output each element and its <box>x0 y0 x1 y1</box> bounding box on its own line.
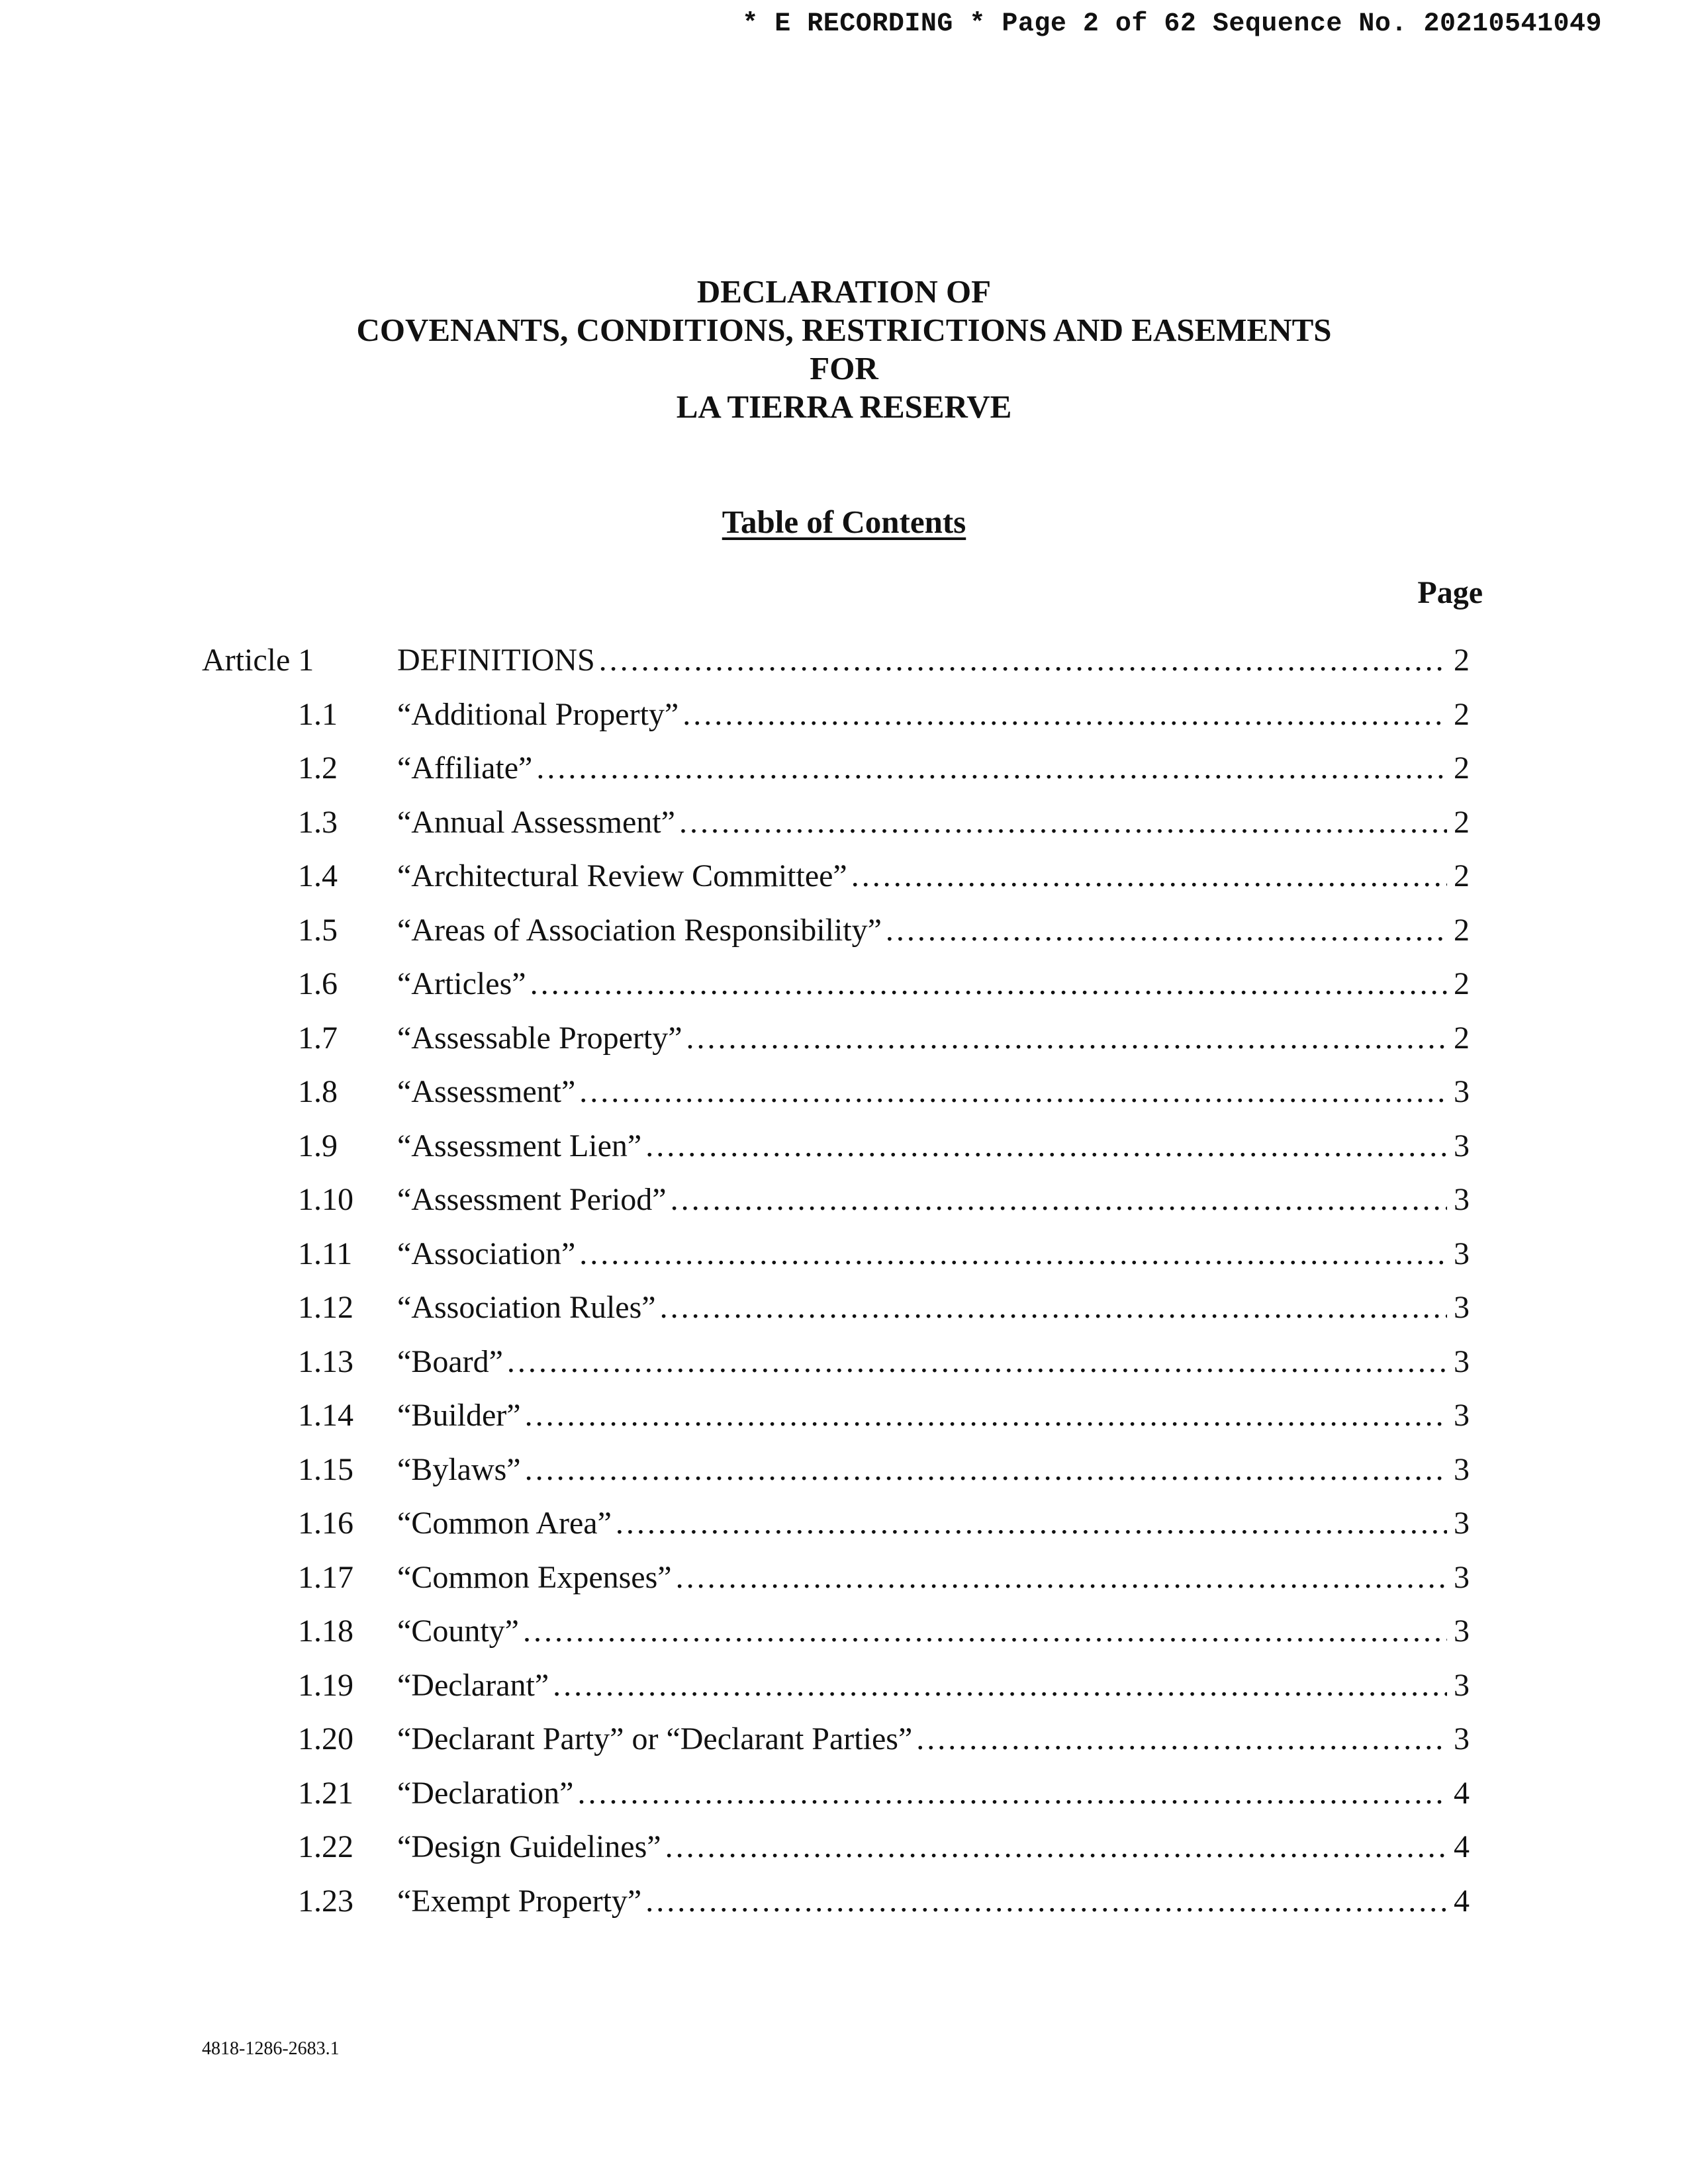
toc-row <box>0 964 1688 1004</box>
toc-row <box>0 1612 1688 1651</box>
toc-entry-page: 4 <box>1454 1775 1470 1811</box>
toc-entry-page: 2 <box>1454 804 1470 840</box>
toc-entry-title: “County” <box>397 1614 519 1649</box>
toc-entry-number: 1.1 <box>298 696 338 732</box>
toc-row <box>0 1882 1688 1921</box>
toc-entry-title: “Additional Property” <box>397 696 679 732</box>
toc-entry-title: DEFINITIONS <box>397 643 595 678</box>
dot-leader <box>645 1126 1447 1166</box>
toc-entry <box>397 1234 1470 1274</box>
toc-entry-title: “Association” <box>397 1236 576 1271</box>
toc-entry-title: “Declarant Party” or “Declarant Parties” <box>397 1721 913 1756</box>
dot-leader <box>660 1288 1447 1328</box>
toc-row <box>0 803 1688 842</box>
toc-entry-page: 2 <box>1454 858 1470 893</box>
dot-leader <box>523 1612 1447 1651</box>
title-line: LA TIERRA RESERVE <box>676 388 1012 425</box>
dot-leader <box>579 1234 1447 1274</box>
toc-entry-page: 3 <box>1454 1074 1470 1109</box>
toc-entry-number: 1.2 <box>298 751 338 786</box>
toc-entry-title: “Common Area” <box>397 1506 612 1541</box>
toc-entry-page: 3 <box>1454 1614 1470 1649</box>
dot-leader <box>686 1019 1447 1058</box>
toc-row <box>0 1288 1688 1328</box>
toc-entry <box>397 856 1470 896</box>
toc-entry-number: 1.14 <box>298 1398 353 1433</box>
toc-row <box>0 1450 1688 1490</box>
toc-entry-number: 1.16 <box>298 1506 353 1541</box>
toc-entry <box>397 1396 1470 1435</box>
toc-entry-title: “Annual Assessment” <box>397 804 675 840</box>
toc-entry-title: “Design Guidelines” <box>397 1829 661 1864</box>
toc-entry-number: 1.5 <box>298 912 338 948</box>
toc-entry-title: “Common Expenses” <box>397 1559 672 1595</box>
toc-entry-number: 1.11 <box>298 1236 353 1271</box>
toc-entry <box>397 1180 1470 1220</box>
toc-entry-number: 1.6 <box>298 966 338 1001</box>
dot-leader <box>579 1072 1447 1112</box>
document-title <box>0 273 1688 426</box>
toc-entry-title: “Assessment Lien” <box>397 1128 642 1163</box>
toc-entry-number: 1.19 <box>298 1667 353 1703</box>
toc-entry <box>397 964 1470 1004</box>
dot-leader <box>916 1719 1447 1759</box>
toc-heading: Table of Contents <box>722 504 966 540</box>
toc-entry-number: Article 1 <box>202 643 314 678</box>
toc-row <box>0 1666 1688 1706</box>
toc-entry-number: 1.23 <box>298 1883 353 1919</box>
toc-entry-page: 4 <box>1454 1829 1470 1864</box>
toc-entry-page: 2 <box>1454 643 1470 678</box>
toc-entry-page: 3 <box>1454 1398 1470 1433</box>
toc-entry-page: 3 <box>1454 1182 1470 1217</box>
toc-entry-title: “Board” <box>397 1343 503 1379</box>
toc-entry-page: 2 <box>1454 751 1470 786</box>
dot-leader <box>679 803 1447 842</box>
toc-entry <box>397 1827 1470 1867</box>
toc-entry <box>397 1719 1470 1759</box>
toc-row <box>0 1827 1688 1867</box>
dot-leader <box>851 856 1447 896</box>
dot-leader <box>682 695 1447 735</box>
toc-entry-title: “Assessable Property” <box>397 1020 682 1056</box>
toc-row <box>0 1504 1688 1543</box>
toc-entry-title: “Assessment” <box>397 1074 576 1109</box>
toc-entry-page: 3 <box>1454 1290 1470 1325</box>
toc-entry <box>397 641 1470 680</box>
toc-entry-page: 3 <box>1454 1128 1470 1163</box>
toc-row <box>0 1719 1688 1759</box>
toc-entry-title: “Bylaws” <box>397 1451 521 1487</box>
toc-entry-number: 1.17 <box>298 1559 353 1595</box>
toc-row <box>0 1342 1688 1382</box>
toc-row <box>0 749 1688 788</box>
toc-row <box>0 1774 1688 1813</box>
toc-entry <box>397 1450 1470 1490</box>
toc-entry <box>397 749 1470 788</box>
toc-entry <box>397 1882 1470 1921</box>
toc-entry-page: 2 <box>1454 696 1470 732</box>
toc-entry-page: 3 <box>1454 1236 1470 1271</box>
toc-entry-number: 1.12 <box>298 1290 353 1325</box>
toc-entry <box>397 1072 1470 1112</box>
toc-row <box>0 1558 1688 1598</box>
footer-document-id: 4818-1286-2683.1 <box>202 2038 340 2059</box>
toc-entry-title: “Areas of Association Responsibility” <box>397 912 882 948</box>
dot-leader <box>676 1558 1447 1598</box>
dot-leader <box>530 964 1447 1004</box>
toc-row <box>0 1126 1688 1166</box>
toc-entry-title: “Declarant” <box>397 1667 549 1703</box>
dot-leader <box>599 641 1447 680</box>
toc-row <box>0 1396 1688 1435</box>
toc-entry <box>397 1019 1470 1058</box>
toc-entry-number: 1.18 <box>298 1614 353 1649</box>
toc-entry-number: 1.10 <box>298 1182 353 1217</box>
toc-entry-title: “Assessment Period” <box>397 1182 667 1217</box>
title-line: DECLARATION OF <box>696 273 992 310</box>
dot-leader <box>616 1504 1447 1543</box>
toc-entry-number: 1.15 <box>298 1451 353 1487</box>
toc-entry <box>397 1774 1470 1813</box>
toc-row <box>0 911 1688 950</box>
toc-entry-number: 1.7 <box>298 1020 338 1056</box>
toc-entry-number: 1.21 <box>298 1775 353 1811</box>
page-column-label: Page <box>1417 575 1483 610</box>
toc-entry-page: 3 <box>1454 1667 1470 1703</box>
toc-row <box>0 856 1688 896</box>
dot-leader <box>536 749 1447 788</box>
toc-entry-number: 1.20 <box>298 1721 353 1756</box>
toc-row <box>0 1019 1688 1058</box>
toc-entry <box>397 1612 1470 1651</box>
toc-entry-title: “Association Rules” <box>397 1290 656 1325</box>
toc-entry-page: 2 <box>1454 912 1470 948</box>
toc-entry-number: 1.4 <box>298 858 338 893</box>
toc-entry <box>397 911 1470 950</box>
dot-leader <box>645 1882 1447 1921</box>
toc-entry <box>397 695 1470 735</box>
toc-entry-page: 3 <box>1454 1559 1470 1595</box>
toc-entry-number: 1.13 <box>298 1343 353 1379</box>
dot-leader <box>553 1666 1447 1706</box>
toc-row <box>0 695 1688 735</box>
toc-entry <box>397 1558 1470 1598</box>
dot-leader <box>665 1827 1447 1867</box>
toc-entry-page: 2 <box>1454 966 1470 1001</box>
toc-row <box>0 1180 1688 1220</box>
dot-leader <box>525 1396 1447 1435</box>
toc-entry-page: 3 <box>1454 1721 1470 1756</box>
dot-leader <box>671 1180 1447 1220</box>
dot-leader <box>525 1450 1447 1490</box>
toc-entry-number: 1.3 <box>298 804 338 840</box>
dot-leader <box>577 1774 1447 1813</box>
dot-leader <box>886 911 1447 950</box>
toc-entry-title: “Declaration” <box>397 1775 574 1811</box>
toc-row <box>0 1234 1688 1274</box>
toc-entry <box>397 1288 1470 1328</box>
recording-header: * E RECORDING * Page 2 of 62 Sequence No. 20210541049 <box>742 9 1602 39</box>
toc-entry-title: “Articles” <box>397 966 526 1001</box>
toc-entry <box>397 1126 1470 1166</box>
toc-entry-title: “Architectural Review Committee” <box>397 858 847 893</box>
toc-entry-page: 3 <box>1454 1343 1470 1379</box>
toc-row <box>0 1072 1688 1112</box>
toc-entry-page: 4 <box>1454 1883 1470 1919</box>
toc-entry-title: “Builder” <box>397 1398 521 1433</box>
toc-entry-number: 1.22 <box>298 1829 353 1864</box>
toc-entry-title: “Exempt Property” <box>397 1883 642 1919</box>
toc-entry-page: 3 <box>1454 1506 1470 1541</box>
toc-entry <box>397 1342 1470 1382</box>
toc-entry-title: “Affiliate” <box>397 751 533 786</box>
dot-leader <box>507 1342 1447 1382</box>
title-line: FOR <box>810 350 878 387</box>
toc-entry <box>397 1666 1470 1706</box>
toc-entry-number: 1.8 <box>298 1074 338 1109</box>
toc-entry-page: 3 <box>1454 1451 1470 1487</box>
toc-entry-number: 1.9 <box>298 1128 338 1163</box>
title-line: COVENANTS, CONDITIONS, RESTRICTIONS AND EASEMENTS <box>356 312 1332 348</box>
toc-entry <box>397 1504 1470 1543</box>
toc-row <box>0 641 1688 680</box>
toc-entry <box>397 803 1470 842</box>
toc-entry-page: 2 <box>1454 1020 1470 1056</box>
